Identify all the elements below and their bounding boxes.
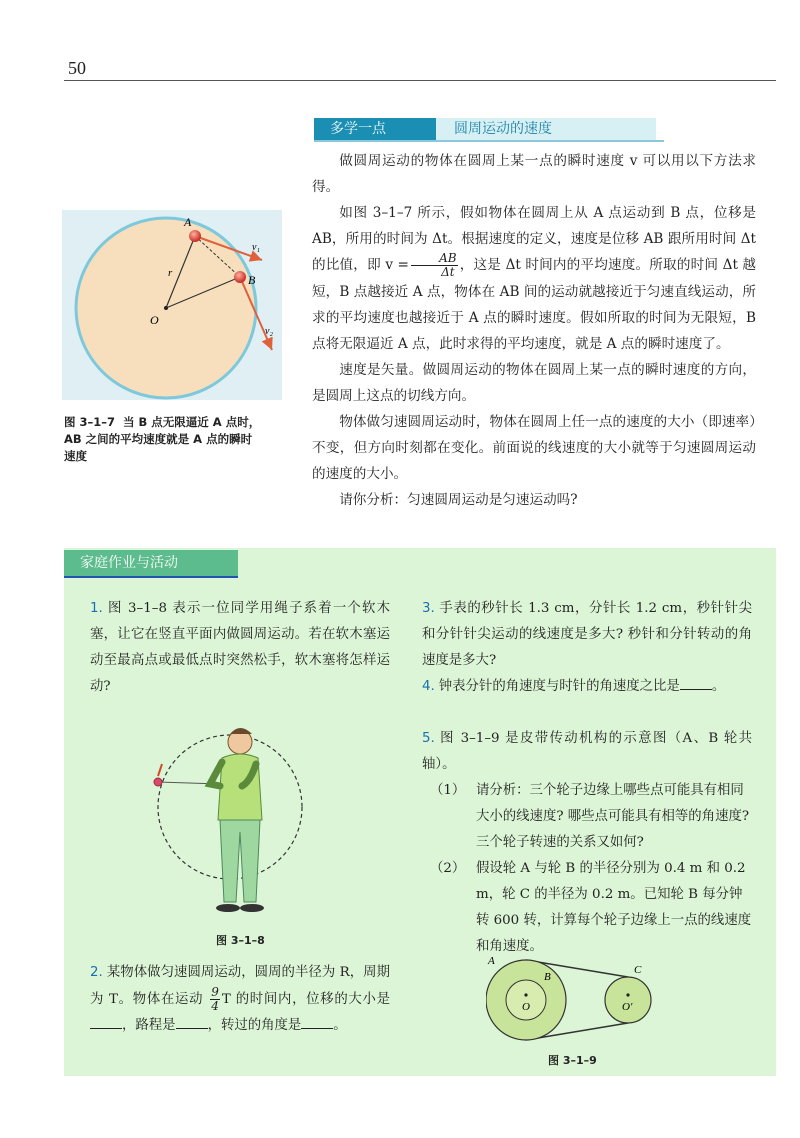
- fraction-numerator: AB: [411, 252, 458, 266]
- question-5-part-1: [430, 778, 752, 856]
- header-rule: [64, 80, 776, 81]
- question-5-number: 5.: [422, 731, 435, 746]
- velocity-fraction: [411, 252, 458, 279]
- homework-title: 家庭作业与活动: [64, 550, 238, 576]
- wheel-b: [506, 980, 546, 1020]
- paragraph-2-part-b: ，这是 Δt 时间内的平均速度。所取的时间 Δt 越短，B 点越接近 A 点，物体在 AB 间的运动就越接近于匀速直线运动，所求的平均速度也越接近于 A 点的瞬时速度。假如所取的时间为无限短，B 点将无限逼近 A 点，此时求得的平均速度，就是 A 点的瞬时速度了。: [312, 257, 756, 352]
- question-5-2-text: 假设轮 A 与轮 B 的半径分别为 0.4 m 和 0.2 m，轮 C 的半径为 0.2 m。已知轮 B 每分钟转 600 转，计算每个轮子边缘上一点的线速度和角速度。: [476, 861, 752, 954]
- q2-frac-denominator: 4: [211, 999, 219, 1013]
- figure-3-1-9: [486, 952, 686, 1052]
- section-rule: [314, 140, 664, 142]
- paragraph-5: 请你分析：匀速圆周运动是匀速运动吗?: [339, 492, 578, 508]
- page-number: 50: [68, 58, 86, 78]
- figure-3-1-9-caption: 图 3–1–9: [548, 1054, 597, 1067]
- ball-a: [189, 230, 201, 242]
- caption-number: 图 3–1–7: [64, 415, 116, 429]
- question-2-number: 2.: [90, 965, 103, 980]
- question-2-fraction: [210, 986, 220, 1013]
- figure-3-1-7: [62, 210, 282, 400]
- axle-o-prime: [626, 993, 629, 996]
- label-r: r: [168, 267, 173, 279]
- question-4-end: 。: [711, 679, 726, 694]
- circle-velocity-diagram: [62, 210, 282, 400]
- label-o: O: [150, 313, 159, 327]
- question-5-1-number: （1）: [430, 783, 466, 798]
- question-5-1-text: 请分析：三个轮子边缘上哪些点可能具有相同大小的线速度? 哪些点可能具有相等的角速度? 三个轮子转速的关系又如何?: [476, 783, 750, 850]
- label-wheel-b: B: [544, 971, 551, 983]
- blank-ratio[interactable]: [680, 675, 712, 690]
- label-a: A: [184, 215, 192, 229]
- blank-distance[interactable]: [176, 1014, 208, 1029]
- label-v1: v₁: [252, 242, 260, 253]
- section-topic: 圆周运动的速度: [436, 118, 656, 140]
- wheel-c: [605, 977, 651, 1023]
- question-2: [90, 960, 390, 1039]
- question-4-text: 钟表分针的角速度与时针的角速度之比是: [438, 679, 680, 694]
- question-5-2-number: （2）: [430, 861, 466, 876]
- label-center-o: O: [522, 1001, 530, 1013]
- question-1: [90, 596, 390, 700]
- homework-title-rule: [64, 576, 238, 578]
- cork-motion-arrow: [158, 764, 162, 776]
- question-1-text: 图 3–1–8 表示一位同学用绳子系着一个软木塞，让它在竖直平面内做圆周运动。若在软木塞运动至最高点或最低点时突然松手，软木塞将怎样运动?: [90, 601, 390, 694]
- question-5-text: 图 3–1–9 是皮带传动机构的示意图（A、B 轮共轴）。: [422, 731, 752, 772]
- question-2-text-a: 某物体做匀速圆周运动，圆周的半径为 R，周期为 T。物体在运动: [90, 965, 390, 1007]
- question-2-text-d: ，转过的角度是: [207, 1018, 302, 1033]
- question-2-text-c: ，路程是: [122, 1018, 176, 1033]
- caption-line-1: 当 B 点无限逼近 A 点时，: [123, 415, 261, 429]
- question-1-number: 1.: [90, 601, 103, 616]
- cork: [154, 778, 162, 786]
- blank-angle[interactable]: [301, 1014, 333, 1029]
- paragraph-4: 物体做匀速圆周运动时，物体在圆周上任一点的速度的大小（即速率）不变，但方向时刻都在变化。前面说的线速度的大小就等于匀速圆周运动的速度的大小。: [312, 414, 756, 482]
- ball-b: [234, 271, 246, 283]
- label-wheel-a: A: [488, 955, 495, 967]
- label-wheel-c: C: [634, 964, 642, 976]
- question-2-text-e: 。: [333, 1018, 347, 1033]
- paragraph-2-part-a: 如图 3–1–7 所示，假如物体在圆周上从 A 点运动到 B 点，位移是 AB，所用的时间为 Δt。根据速度的定义，速度是位移 AB 跟所用时间 Δt 的比值，即 v =: [312, 205, 756, 273]
- q2-frac-numerator: 9: [211, 985, 219, 999]
- question-5: [422, 726, 752, 778]
- figure-3-1-8-caption: 图 3–1–8: [216, 934, 265, 947]
- caption-line-3: 速度: [64, 449, 87, 463]
- question-4: [422, 674, 752, 700]
- person-legs: [220, 820, 260, 902]
- question-3: [422, 596, 752, 674]
- paragraph-1: 做圆周运动的物体在圆周上某一点的瞬时速度 v 可以用以下方法求得。: [312, 153, 756, 195]
- section-tag: 多学一点: [314, 118, 436, 140]
- blank-displacement[interactable]: [90, 1014, 122, 1029]
- question-3-number: 3.: [422, 601, 435, 616]
- paragraph-3: 速度是矢量。做圆周运动的物体在圆周上某一点的瞬时速度的方向，是圆周上这点的切线方向。: [312, 362, 756, 404]
- question-5-part-2: [430, 856, 752, 960]
- shoe-left: [216, 904, 240, 912]
- figure-3-1-7-caption: [64, 414, 296, 465]
- question-4-number: 4.: [422, 679, 435, 694]
- figure-3-1-8: [150, 712, 310, 922]
- question-2-text-b: T 的时间内，位移的大小是: [221, 992, 391, 1007]
- center-dot: [164, 306, 168, 310]
- label-center-o-prime: O′: [622, 1001, 633, 1013]
- label-b: B: [248, 273, 256, 287]
- section-body: [312, 148, 756, 513]
- shoe-right: [240, 904, 264, 912]
- person-hair: [230, 728, 252, 734]
- section-header: [314, 118, 774, 140]
- paragraph-2: [312, 200, 756, 357]
- caption-line-2: AB 之间的平均速度就是 A 点的瞬时: [64, 432, 253, 446]
- question-3-text: 手表的秒针长 1.3 cm，分针长 1.2 cm，秒针针尖和分针针尖运动的线速度是多大? 秒针和分针转动的角速度是多大?: [422, 601, 752, 668]
- fraction-denominator: Δt: [441, 265, 455, 279]
- axle-o: [524, 993, 527, 996]
- label-v2: v₂: [265, 326, 273, 337]
